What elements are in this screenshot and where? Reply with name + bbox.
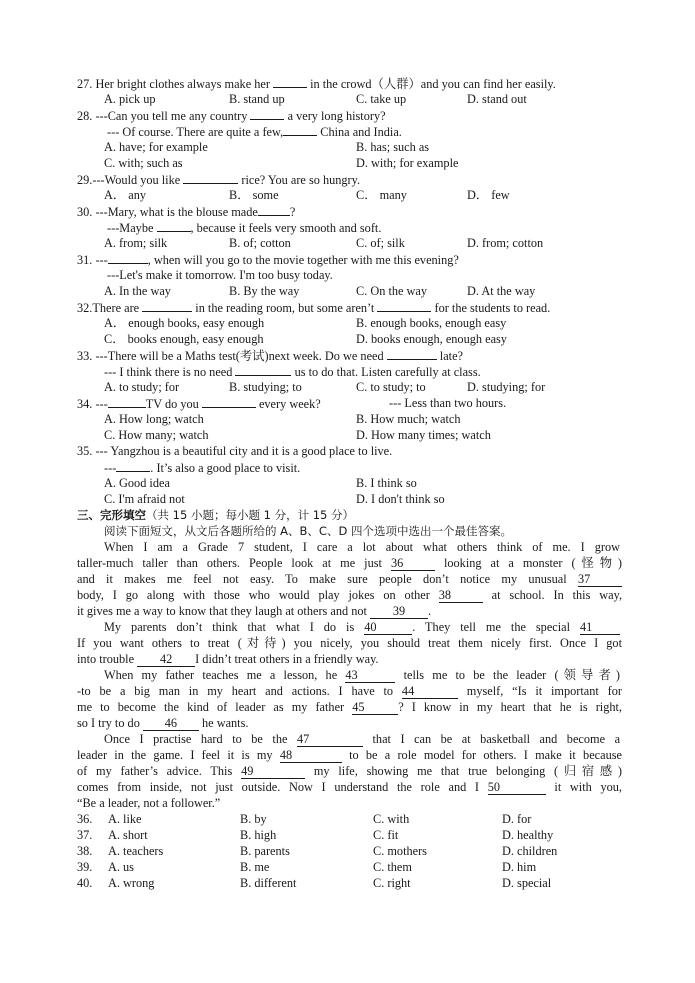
answer-option: A. short [108,828,148,842]
blank-47: 47 [297,732,363,747]
answer-option: D. for [502,812,532,826]
answer-option: A. wrong [108,876,155,890]
q35-reply: --- . It’s also a good place to visit. [104,461,301,475]
q27-opt-d: D. stand out [467,92,527,106]
q32-opt-a: A． enough books, easy enough [104,316,265,330]
q31-stem: 31. --- , when will you go to the movie together with me this evening? [77,253,459,267]
blank-39: 39 [370,604,428,619]
q29-opt-c: C． many [356,188,407,202]
q33-opt-c: C. to study; to [356,380,426,394]
blank-42: 42 [137,652,195,667]
q29-opt-a: A． any [104,188,147,202]
passage-line: and it makes me feel not easy. To make sure people don’t notice my unusual 37 [77,571,622,587]
q28-opt-a: A. have; for example [104,140,208,154]
q30-reply: ---Maybe , because it feels very smooth and soft. [107,221,382,235]
passage-line: When I am a Grade 7 student, I care a lot about what others think of me. I grow [104,540,620,554]
answer-option: B. by [240,812,267,826]
q28-opt-c: C. with; such as [104,156,183,170]
blank-46: 46 [143,716,199,731]
answer-option: A. like [108,812,142,826]
answer-option: D. healthy [502,828,554,842]
blank-43: 43 [345,668,395,683]
answer-option: C. right [373,876,411,890]
passage-line: me to become the kind of leader as my father 45 ? I know in my heart that he is right, [77,700,623,714]
answer-num: 37. [77,828,93,842]
answer-num: 36. [77,812,93,826]
answer-option: B. parents [240,844,290,858]
blank-45: 45 [352,700,398,715]
q31-opt-a: A. In the way [104,284,171,298]
q35-opt-d: D. I don't think so [356,492,445,506]
q27-opt-c: C. take up [356,92,407,106]
answer-option: B. different [240,876,297,890]
q27-opt-a: A. pick up [104,92,156,106]
answer-num: 40. [77,876,93,890]
q33-opt-b: B. studying; to [229,380,302,394]
q29-opt-b: B． some [229,188,279,202]
q27-opt-b: B. stand up [229,92,285,106]
answer-option: C. mothers [373,844,427,858]
q35-opt-a: A. Good idea [104,476,170,490]
q30-opt-d: D. from; cotton [467,236,544,250]
q35-opt-c: C. I'm afraid not [104,492,185,506]
passage-line: When my father teaches me a lesson, he 43 tells me to be the leader (领导者) [104,668,621,682]
passage-line: body, I go along with those who would play jokes on other 38 at school. In this way, [77,588,623,602]
q32-opt-d: D. books enough, enough easy [356,332,507,346]
q27-stem: 27. Her bright clothes always make her in the crowd（人群）and you can find her easily. [77,77,556,91]
q30-stem: 30. ---Mary, what is the blouse made ? [77,205,296,219]
q34-opt-b: B. How much; watch [356,412,461,426]
blank-37: 37 [578,572,622,587]
q29-opt-d: D． few [467,188,510,202]
answer-option: C. fit [373,828,399,842]
q31-opt-b: B. By the way [229,284,300,298]
passage-line: My parents don’t think that what I do is 40 . They tell me the special 41 [104,619,620,635]
passage-line: -to be a big man in my heart and actions. I have to 44 myself, “Is it important for [77,684,622,698]
q32-opt-b: B. enough books, enough easy [356,316,507,330]
passage-line: taller-much taller than others. People look at me just 36 looking at a monster (怪物) [77,556,623,570]
q31-reply: ---Let's make it tomorrow. I'm too busy today. [107,268,333,282]
q28-opt-d: D. with; for example [356,156,459,170]
answer-option: A. us [108,860,134,874]
passage-line: “Be a leader, not a follower.” [77,796,221,810]
answer-num: 38. [77,844,93,858]
passage-line: leader in the game. I feel it is my 48 to be a role model for others. I make it because [77,748,622,762]
q28-opt-b: B. has; such as [356,140,430,154]
q28-stem: 28. ---Can you tell me any country a very long history? [77,109,386,123]
blank-49: 49 [241,764,305,779]
answer-option: D. him [502,860,537,874]
answer-option: A. teachers [108,844,164,858]
blank-44: 44 [402,684,458,699]
q30-opt-a: A. from; silk [104,236,168,250]
q31-opt-c: C. On the way [356,284,428,298]
blank-38: 38 [439,588,483,603]
passage-line: comes from inside, not just outside. Now I understand the role and I 50 it with you, [77,780,622,794]
blank-50: 50 [488,780,546,795]
q34-opt-c: C. How many; watch [104,428,209,442]
passage-line: it gives me a way to know that they laugh at others and not 39 . [77,604,432,618]
section-score: （共 15 小题；每小题 1 分，计 15 分） [146,508,355,522]
blank-48: 48 [280,748,342,763]
passage-line: so I try to do 46 he wants. [77,716,249,730]
q35-stem: 35. --- Yangzhou is a beautiful city and it is a good place to live. [77,444,393,458]
blank-41: 41 [580,620,620,635]
q34-opt-d: D. How many times; watch [356,428,491,442]
q34-reply: --- Less than two hours. [389,396,507,410]
q33-reply: --- I think there is no need us to do that. Listen carefully at class. [104,365,481,379]
answer-option: D. special [502,876,552,890]
passage-line: Once I practise hard to be the 47 that I can be at basketball and become a [104,732,621,746]
q35-opt-b: B. I think so [356,476,417,490]
answer-option: B. high [240,828,277,842]
section-instruction: 阅读下面短文，从文后各题所给的 A、B、C、D 四个选项中选出一个最佳答案。 [104,524,512,538]
q33-opt-a: A. to study; for [104,380,180,394]
blank-40: 40 [364,620,412,635]
passage-line: of my father’s advice. This 49 my life, showing me that true belonging (归宿感) [77,764,622,778]
q32-stem: 32.There are in the reading room, but some aren’t for the students to read. [77,301,551,315]
answer-option: B. me [240,860,270,874]
blank-36: 36 [391,556,435,571]
q32-opt-c: C． books enough, easy enough [104,332,264,346]
passage-line: If you want others to treat (对待) you nicely, you should treat them nicely first. Once I got [77,636,622,650]
q29-stem: 29.---Would you like rice? You are so hungry. [77,173,361,187]
answer-option: C. with [373,812,410,826]
q28-reply: --- Of course. There are quite a few, China and India. [107,125,402,139]
section-title: 三、完形填空 [77,508,146,522]
passage-line: into trouble 42 I didn’t treat others in a friendly way. [77,652,379,666]
section-heading [77,507,354,523]
q30-opt-c: C. of; silk [356,236,405,250]
q33-opt-d: D. studying; for [467,380,546,394]
q31-opt-d: D. At the way [467,284,536,298]
q33-stem: 33. ---There will be a Maths test(考试)next week. Do we need late? [77,349,464,363]
answer-num: 39. [77,860,93,874]
q30-opt-b: B. of; cotton [229,236,291,250]
answer-option: C. them [373,860,412,874]
q34-opt-a: A. How long; watch [104,412,204,426]
answer-option: D. children [502,844,558,858]
q34-stem: 34. --- TV do you every week? [77,397,321,411]
